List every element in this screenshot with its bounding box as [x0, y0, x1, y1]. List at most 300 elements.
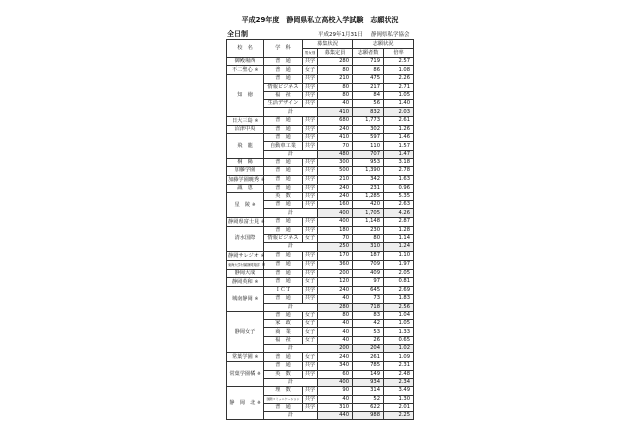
school-name-cell [227, 286, 264, 311]
capacity-cell: 170 [318, 251, 353, 260]
gender-cell: 共学 [303, 201, 318, 209]
note-mark: ※ [254, 117, 259, 123]
gender-cell: 共学 [303, 269, 318, 277]
note-mark: ※ [260, 252, 265, 258]
gender-cell: 共学 [303, 91, 318, 99]
capacity-cell: 40 [318, 395, 353, 403]
ratio-cell: 1.40 [384, 100, 414, 108]
date-publisher [318, 30, 418, 38]
dept-cell: 商 業 [264, 328, 303, 336]
total-ratio: 2.25 [384, 412, 414, 420]
capacity-cell: 70 [318, 142, 353, 150]
gender-cell: 共学 [303, 362, 318, 370]
capacity-cell: 300 [318, 158, 353, 166]
dept-cell: 普 通 [264, 217, 303, 226]
school-name: 飛 龍 [237, 142, 253, 149]
applicants-cell: 302 [353, 125, 384, 133]
note-mark: ※ [261, 261, 266, 267]
applicants-cell: 1,390 [353, 167, 384, 175]
ratio-cell: 0.65 [384, 336, 414, 344]
school-name-cell [227, 226, 264, 251]
applicants-cell: 230 [353, 226, 384, 234]
ratio-cell: 1.05 [384, 91, 414, 99]
applicants-cell: 52 [353, 395, 384, 403]
applicants-cell: 645 [353, 286, 384, 294]
total-applicants: 988 [353, 412, 384, 420]
table-row [227, 251, 414, 260]
publisher: 静岡県私学協会 [371, 32, 410, 38]
application-status-table [226, 39, 414, 420]
ratio-cell: 1.63 [384, 175, 414, 184]
ratio-cell: 1.09 [384, 353, 414, 362]
dept-cell: 自動車工業 [264, 142, 303, 150]
ratio-cell: 1.46 [384, 134, 414, 142]
ratio-cell: 5.35 [384, 192, 414, 200]
gender-cell: 共学 [303, 395, 318, 403]
header-capacity: 募集定員 [318, 49, 353, 58]
ratio-cell: 2.31 [384, 362, 414, 370]
capacity-cell: 40 [318, 295, 353, 303]
gender-cell: 共学 [303, 134, 318, 142]
total-applicants: 934 [353, 378, 384, 386]
dept-cell: 普 通 [264, 158, 303, 166]
ratio-cell: 1.08 [384, 66, 414, 75]
school-name: 日大三島 [231, 117, 253, 124]
gender-cell: 共学 [303, 251, 318, 260]
applicants-cell: 342 [353, 175, 384, 184]
ratio-cell: 2.87 [384, 217, 414, 226]
dept-cell: 生活デザイン [264, 100, 303, 108]
capacity-cell: 360 [318, 260, 353, 269]
dept-cell: 普 通 [264, 125, 303, 133]
capacity-cell: 90 [318, 387, 353, 395]
ratio-cell: 1.04 [384, 311, 414, 319]
total-capacity: 400 [318, 209, 353, 217]
dept-cell: 英 数 [264, 192, 303, 200]
table-row [227, 58, 414, 66]
capacity-cell: 240 [318, 125, 353, 133]
ratio-cell: 2.63 [384, 201, 414, 209]
school-name-cell [227, 387, 264, 420]
gender-cell: 共学 [303, 167, 318, 175]
capacity-cell: 60 [318, 370, 353, 378]
gender-cell: 共学 [303, 217, 318, 226]
dept-cell: 福 祉 [264, 91, 303, 99]
ratio-cell: 0.96 [384, 184, 414, 192]
applicants-cell: 84 [353, 91, 384, 99]
dept-cell: 普 通 [264, 134, 303, 142]
dept-cell: 普 通 [264, 175, 303, 184]
applicants-cell: 719 [353, 58, 384, 66]
capacity-cell: 310 [318, 403, 353, 411]
school-name: 静岡県富士見 [228, 218, 260, 225]
table-row [227, 167, 414, 175]
ratio-cell: 2.78 [384, 167, 414, 175]
dept-cell: 普 通 [264, 66, 303, 75]
table-row [227, 286, 414, 294]
total-label: 計 [264, 108, 318, 116]
table-row [227, 184, 414, 192]
total-ratio: 1.47 [384, 150, 414, 158]
applicants-cell: 149 [353, 370, 384, 378]
table-row [227, 175, 414, 184]
applicants-cell: 86 [353, 66, 384, 75]
school-name-cell [227, 134, 264, 159]
capacity-cell: 240 [318, 353, 353, 362]
capacity-cell: 200 [318, 269, 353, 277]
total-ratio: 2.34 [384, 378, 414, 386]
capacity-cell: 40 [318, 336, 353, 344]
dept-cell: 普 通 [264, 251, 303, 260]
ratio-cell: 2.69 [384, 286, 414, 294]
applicants-cell: 785 [353, 362, 384, 370]
dept-cell: 普 通 [264, 403, 303, 411]
note-mark: ※ [257, 400, 261, 406]
table-row [227, 353, 414, 362]
applicants-cell: 187 [353, 251, 384, 260]
gender-cell: 共学 [303, 83, 318, 91]
table-row [227, 260, 414, 269]
note-mark: ※ [254, 67, 259, 73]
applicants-cell: 420 [353, 201, 384, 209]
gender-cell: 女子 [303, 235, 318, 243]
total-label: 計 [264, 412, 318, 420]
gender-cell: 女子 [303, 353, 318, 362]
capacity-cell: 80 [318, 83, 353, 91]
ratio-cell: 1.30 [384, 395, 414, 403]
school-name: 常葉学園 [231, 354, 253, 361]
total-ratio: 1.24 [384, 243, 414, 251]
applicants-cell: 97 [353, 277, 384, 286]
applicants-cell: 110 [353, 142, 384, 150]
school-name-cell [227, 158, 264, 166]
dept-cell: 普 通 [264, 167, 303, 175]
school-name-cell [227, 175, 264, 184]
ratio-cell: 1.10 [384, 251, 414, 260]
school-name-cell [227, 277, 264, 286]
total-label: 計 [264, 378, 318, 386]
school-name: 静岡英和 [231, 278, 253, 285]
total-ratio: 4.26 [384, 209, 414, 217]
gender-cell: 共学 [303, 116, 318, 125]
table-row [227, 75, 414, 83]
table-row [227, 192, 414, 200]
gender-cell: 共学 [303, 142, 318, 150]
note-mark: ※ [261, 218, 265, 224]
header-apply: 志願状況 [353, 40, 414, 49]
document-title: 平成29年度 静岡県私立高校入学試験 志願状況 [241, 16, 399, 24]
header-recruit: 募集状況 [303, 40, 353, 49]
school-name-cell [227, 362, 264, 387]
capacity-cell: 80 [318, 66, 353, 75]
header-applicants: 志願者数 [353, 49, 384, 58]
capacity-cell: 40 [318, 320, 353, 328]
ratio-cell: 2.61 [384, 116, 414, 125]
table-row [227, 277, 414, 286]
applicants-cell: 73 [353, 295, 384, 303]
gender-cell: 共学 [303, 158, 318, 166]
ratio-cell: 1.33 [384, 328, 414, 336]
dept-cell: ＩＣＴ [264, 286, 303, 294]
school-name-cell [227, 353, 264, 362]
school-name: 星 陵 [234, 201, 251, 208]
applicants-cell: 1,148 [353, 217, 384, 226]
dept-cell: 家 政 [264, 320, 303, 328]
dept-cell: 英 数 [264, 370, 303, 378]
school-name: 加藤学園 [234, 167, 256, 174]
table-row [227, 226, 414, 234]
school-name: 不二聖心 [231, 67, 253, 74]
category-label: 全日制 [227, 30, 248, 38]
school-name: 桐 陽 [237, 159, 253, 166]
school-name: 城南静岡 [231, 295, 253, 302]
school-name: 沼津中央 [234, 125, 256, 132]
dept-cell: 普 通 [264, 75, 303, 83]
total-label: 計 [264, 209, 318, 217]
ratio-cell: 1.28 [384, 226, 414, 234]
dept-cell: 普 通 [264, 201, 303, 209]
ratio-cell: 2.57 [384, 58, 414, 66]
table-row [227, 269, 414, 277]
gender-cell: 共学 [303, 75, 318, 83]
total-applicants: 204 [353, 345, 384, 353]
ratio-cell: 2.71 [384, 83, 414, 91]
header-row [227, 40, 414, 49]
gender-cell: 共学 [303, 184, 318, 192]
applicants-cell: 409 [353, 269, 384, 277]
school-name-cell [227, 260, 264, 269]
ratio-cell: 2.26 [384, 75, 414, 83]
dept-cell: 普 通 [264, 311, 303, 319]
school-name-cell [227, 58, 264, 66]
total-label: 計 [264, 243, 318, 251]
ratio-cell: 1.83 [384, 295, 414, 303]
school-name-cell [227, 251, 264, 260]
applicants-cell: 53 [353, 328, 384, 336]
dept-cell: 普 通 [264, 277, 303, 286]
applicants-cell: 622 [353, 403, 384, 411]
total-capacity: 280 [318, 303, 353, 311]
table-row [227, 387, 414, 395]
capacity-cell: 160 [318, 201, 353, 209]
dept-cell: 普 通 [264, 353, 303, 362]
gender-cell: 共学 [303, 370, 318, 378]
gender-cell: 女子 [303, 336, 318, 344]
ratio-cell: 1.05 [384, 320, 414, 328]
header-ratio: 倍率 [384, 49, 414, 58]
ratio-cell: 1.57 [384, 142, 414, 150]
dept-cell: 国際コミュニケーション [264, 395, 303, 403]
capacity-cell: 210 [318, 175, 353, 184]
applicants-cell: 475 [353, 75, 384, 83]
table-row [227, 362, 414, 370]
ratio-cell: 1.26 [384, 125, 414, 133]
capacity-cell: 680 [318, 116, 353, 125]
dept-cell: 理 数 [264, 387, 303, 395]
capacity-cell: 400 [318, 217, 353, 226]
total-ratio: 2.03 [384, 108, 414, 116]
note-mark: ※ [254, 295, 259, 301]
total-ratio: 2.56 [384, 303, 414, 311]
school-name-cell [227, 192, 264, 217]
capacity-cell: 240 [318, 184, 353, 192]
gender-cell: 共学 [303, 226, 318, 234]
school-name: 静岡女子 [234, 328, 256, 335]
applicants-cell: 56 [353, 100, 384, 108]
note-mark: ※ [252, 201, 256, 207]
gender-cell: 共学 [303, 260, 318, 269]
gender-cell: 共学 [303, 295, 318, 303]
school-name: 誠 恵 [237, 184, 253, 191]
note-mark: ※ [254, 278, 259, 284]
header-gender: 男女別 [303, 49, 318, 58]
table-row [227, 116, 414, 125]
table-row [227, 125, 414, 133]
total-ratio: 1.02 [384, 345, 414, 353]
dept-cell: 普 通 [264, 295, 303, 303]
applicants-cell: 42 [353, 320, 384, 328]
ratio-cell: 2.48 [384, 370, 414, 378]
gender-cell: 女子 [303, 320, 318, 328]
school-name-cell [227, 75, 264, 116]
capacity-cell: 340 [318, 362, 353, 370]
capacity-cell: 210 [318, 75, 353, 83]
capacity-cell: 410 [318, 134, 353, 142]
school-name-cell [227, 217, 264, 226]
note-mark: ※ [261, 176, 265, 182]
applicants-cell: 83 [353, 311, 384, 319]
school-name-cell [227, 184, 264, 192]
capacity-cell: 80 [318, 91, 353, 99]
dept-cell: 情報ビジネス [264, 235, 303, 243]
total-applicants: 1,705 [353, 209, 384, 217]
dept-cell: 普 通 [264, 269, 303, 277]
table-row [227, 311, 414, 319]
applicants-cell: 1,285 [353, 192, 384, 200]
ratio-cell: 1.97 [384, 260, 414, 269]
gender-cell: 共学 [303, 286, 318, 294]
dept-cell: 普 通 [264, 226, 303, 234]
capacity-cell: 240 [318, 286, 353, 294]
applicants-cell: 26 [353, 336, 384, 344]
school-name: 清水国際 [234, 235, 256, 242]
total-label: 計 [264, 345, 318, 353]
capacity-cell: 280 [318, 58, 353, 66]
school-name-cell [227, 269, 264, 277]
school-name: 静 岡 北 [229, 400, 256, 407]
dept-cell: 普 通 [264, 362, 303, 370]
ratio-cell: 2.01 [384, 403, 414, 411]
note-mark: ※ [257, 371, 261, 377]
total-applicants: 707 [353, 150, 384, 158]
gender-cell: 女子 [303, 66, 318, 75]
dept-cell: 福 祉 [264, 336, 303, 344]
table-row [227, 66, 414, 75]
table-row [227, 158, 414, 166]
applicants-cell: 709 [353, 260, 384, 269]
table-row [227, 134, 414, 142]
gender-cell: 女子 [303, 328, 318, 336]
ratio-cell: 0.81 [384, 277, 414, 286]
dept-cell: 普 通 [264, 260, 303, 269]
school-name-cell [227, 116, 264, 125]
ratio-cell: 3.49 [384, 387, 414, 395]
applicants-cell: 597 [353, 134, 384, 142]
dept-cell: 普 通 [264, 58, 303, 66]
capacity-cell: 120 [318, 277, 353, 286]
school-name-cell [227, 125, 264, 133]
school-name-cell [227, 66, 264, 75]
gender-cell: 女子 [303, 277, 318, 286]
total-capacity: 410 [318, 108, 353, 116]
total-applicants: 832 [353, 108, 384, 116]
applicants-cell: 217 [353, 83, 384, 91]
gender-cell: 共学 [303, 58, 318, 66]
school-name: 御殿場西 [234, 58, 256, 65]
dept-cell: 情報ビジネス [264, 83, 303, 91]
ratio-cell: 2.05 [384, 269, 414, 277]
dept-cell: 普 通 [264, 116, 303, 125]
capacity-cell: 500 [318, 167, 353, 175]
applicants-cell: 953 [353, 158, 384, 166]
date: 平成29年1月31日 [318, 32, 363, 38]
total-label: 計 [264, 150, 318, 158]
school-name: 静岡大成 [234, 269, 256, 276]
ratio-cell: 1.14 [384, 235, 414, 243]
total-applicants: 718 [353, 303, 384, 311]
total-capacity: 250 [318, 243, 353, 251]
school-name: 静岡サレジオ [228, 252, 259, 259]
applicants-cell: 80 [353, 235, 384, 243]
school-name: 東海大学付属静岡翔洋 [228, 262, 260, 267]
dept-cell: 普 通 [264, 184, 303, 192]
note-mark: ※ [254, 354, 259, 360]
school-name-cell [227, 311, 264, 352]
total-capacity: 440 [318, 412, 353, 420]
applicants-cell: 261 [353, 353, 384, 362]
total-capacity: 480 [318, 150, 353, 158]
capacity-cell: 40 [318, 100, 353, 108]
gender-cell: 女子 [303, 311, 318, 319]
capacity-cell: 40 [318, 328, 353, 336]
gender-cell: 共学 [303, 175, 318, 184]
school-name: 常葉学園橘 [229, 371, 256, 378]
applicants-cell: 314 [353, 387, 384, 395]
gender-cell: 共学 [303, 403, 318, 411]
header-school: 校 名 [227, 40, 264, 58]
total-applicants: 310 [353, 243, 384, 251]
capacity-cell: 80 [318, 311, 353, 319]
gender-cell: 共学 [303, 125, 318, 133]
capacity-cell: 240 [318, 192, 353, 200]
school-name: 加藤学園暁秀 [228, 176, 260, 183]
total-capacity: 200 [318, 345, 353, 353]
table-row [227, 217, 414, 226]
applicants-cell: 1,773 [353, 116, 384, 125]
header-dept: 学 科 [264, 40, 303, 58]
capacity-cell: 70 [318, 235, 353, 243]
gender-cell: 共学 [303, 100, 318, 108]
total-label: 計 [264, 303, 318, 311]
school-name: 知 徳 [237, 92, 253, 99]
capacity-cell: 180 [318, 226, 353, 234]
gender-cell: 共学 [303, 192, 318, 200]
ratio-cell: 3.18 [384, 158, 414, 166]
gender-cell: 共学 [303, 387, 318, 395]
applicants-cell: 231 [353, 184, 384, 192]
total-capacity: 400 [318, 378, 353, 386]
school-name-cell [227, 167, 264, 175]
